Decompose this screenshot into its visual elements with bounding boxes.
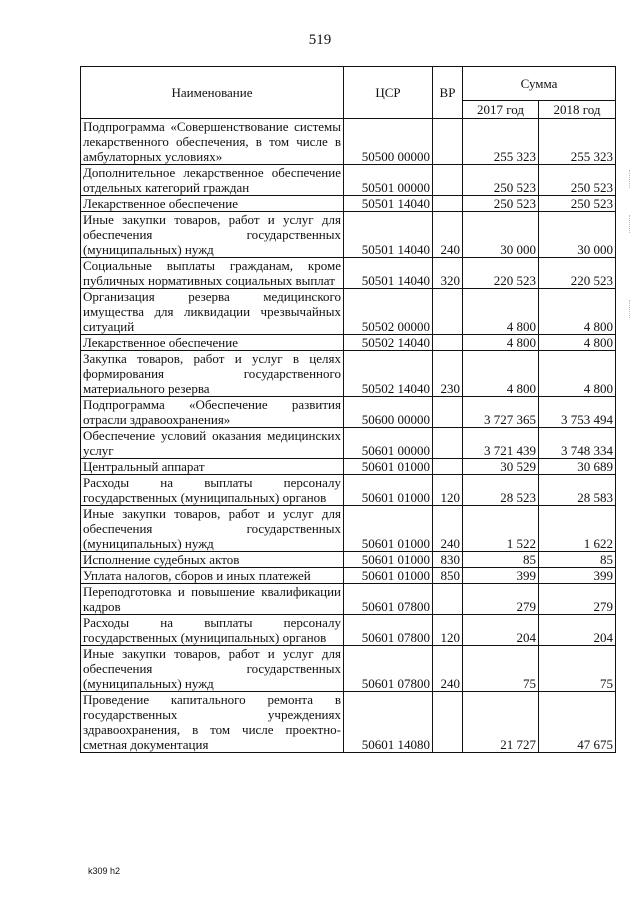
row-name: Социальные выплаты гражданам, кроме публичных нормативных социальных выплат: [81, 258, 344, 289]
row-name: Иные закупки товаров, работ и услуг для обеспечения государственных (муниципальных) нужд: [81, 212, 344, 258]
row-amount-2018: 250 523: [539, 196, 616, 212]
scan-mark: [629, 215, 632, 233]
row-vr: [433, 459, 463, 475]
row-name: Проведение капитального ремонта в государственных учреждениях здравоохранения, в том числе проектно-сметная документация: [81, 692, 344, 753]
row-amount-2018: 255 323: [539, 119, 616, 165]
table-row: [81, 335, 616, 351]
table-row: [81, 258, 616, 289]
row-csr: 50601 01000: [344, 459, 433, 475]
row-csr: 50601 01000: [344, 568, 433, 584]
row-amount-2017: 28 523: [463, 475, 539, 506]
table-row: [81, 475, 616, 506]
row-amount-2018: 4 800: [539, 289, 616, 335]
table-row: [81, 646, 616, 692]
row-vr: [433, 165, 463, 196]
header-year-2017: 2017 год: [463, 101, 539, 119]
row-csr: 50601 07800: [344, 646, 433, 692]
row-amount-2017: 4 800: [463, 335, 539, 351]
row-vr: 240: [433, 646, 463, 692]
header-year-2018: 2018 год: [539, 101, 616, 119]
table-row: [81, 351, 616, 397]
row-amount-2017: 220 523: [463, 258, 539, 289]
table-row: [81, 459, 616, 475]
row-amount-2018: 30 689: [539, 459, 616, 475]
header-vr: ВР: [433, 67, 463, 119]
row-amount-2018: 4 800: [539, 351, 616, 397]
row-name: Переподготовка и повышение квалификации кадров: [81, 584, 344, 615]
table-row: [81, 584, 616, 615]
row-amount-2018: 30 000: [539, 212, 616, 258]
row-csr: 50601 07800: [344, 584, 433, 615]
row-amount-2017: 255 323: [463, 119, 539, 165]
table-row: [81, 568, 616, 584]
row-name: Исполнение судебных актов: [81, 552, 344, 568]
row-vr: [433, 584, 463, 615]
row-amount-2018: 399: [539, 568, 616, 584]
row-name: Закупка товаров, работ и услуг в целях формирования государственного материального резерва: [81, 351, 344, 397]
row-amount-2017: 279: [463, 584, 539, 615]
budget-table: [80, 66, 616, 753]
row-amount-2017: 30 000: [463, 212, 539, 258]
row-csr: 50601 14080: [344, 692, 433, 753]
row-csr: 50601 01000: [344, 506, 433, 552]
row-csr: 50501 00000: [344, 165, 433, 196]
table-row: [81, 692, 616, 753]
row-vr: 230: [433, 351, 463, 397]
row-csr: 50600 00000: [344, 397, 433, 428]
row-name: Дополнительное лекарственное обеспечение отдельных категорий граждан: [81, 165, 344, 196]
table-row: [81, 552, 616, 568]
table-row: [81, 615, 616, 646]
row-vr: 240: [433, 506, 463, 552]
row-amount-2018: 204: [539, 615, 616, 646]
row-vr: [433, 335, 463, 351]
row-name: Подпрограмма «Совершенствование системы лекарственного обеспечения, в том числе в амбулаторных условиях»: [81, 119, 344, 165]
table-body: [81, 119, 616, 753]
header-sum: Сумма: [463, 67, 616, 101]
row-vr: [433, 119, 463, 165]
row-vr: [433, 397, 463, 428]
header-csr: ЦСР: [344, 67, 433, 119]
row-vr: [433, 289, 463, 335]
row-amount-2018: 250 523: [539, 165, 616, 196]
row-amount-2017: 85: [463, 552, 539, 568]
row-csr: 50501 14040: [344, 196, 433, 212]
table-row: [81, 119, 616, 165]
row-name: Расходы на выплаты персоналу государственных (муниципальных) органов: [81, 615, 344, 646]
row-amount-2017: 75: [463, 646, 539, 692]
row-vr: [433, 428, 463, 459]
row-csr: 50601 01000: [344, 475, 433, 506]
table-row: [81, 196, 616, 212]
table-row: [81, 165, 616, 196]
row-csr: 50502 14040: [344, 351, 433, 397]
row-csr: 50601 00000: [344, 428, 433, 459]
page-number: 519: [308, 32, 332, 48]
row-amount-2018: 47 675: [539, 692, 616, 753]
row-name: Организация резерва медицинского имущества для ликвидации чрезвычайных ситуаций: [81, 289, 344, 335]
row-csr: 50500 00000: [344, 119, 433, 165]
row-amount-2018: 28 583: [539, 475, 616, 506]
row-csr: 50501 14040: [344, 212, 433, 258]
table-row: [81, 506, 616, 552]
table-row: [81, 428, 616, 459]
row-amount-2017: 250 523: [463, 165, 539, 196]
row-amount-2018: 4 800: [539, 335, 616, 351]
row-amount-2017: 3 721 439: [463, 428, 539, 459]
row-csr: 50502 00000: [344, 289, 433, 335]
row-vr: 850: [433, 568, 463, 584]
row-amount-2017: 21 727: [463, 692, 539, 753]
row-csr: 50601 07800: [344, 615, 433, 646]
row-name: Центральный аппарат: [81, 459, 344, 475]
row-amount-2017: 204: [463, 615, 539, 646]
table-row: [81, 397, 616, 428]
row-amount-2017: 250 523: [463, 196, 539, 212]
row-name: Иные закупки товаров, работ и услуг для обеспечения государственных (муниципальных) нужд: [81, 646, 344, 692]
row-vr: 830: [433, 552, 463, 568]
row-name: Иные закупки товаров, работ и услуг для обеспечения государственных (муниципальных) нужд: [81, 506, 344, 552]
row-vr: 120: [433, 615, 463, 646]
row-amount-2018: 1 622: [539, 506, 616, 552]
row-amount-2017: 3 727 365: [463, 397, 539, 428]
row-amount-2017: 4 800: [463, 289, 539, 335]
table-row: [81, 289, 616, 335]
header-name: Наименование: [81, 67, 344, 119]
row-amount-2018: 279: [539, 584, 616, 615]
row-amount-2018: 75: [539, 646, 616, 692]
row-amount-2017: 1 522: [463, 506, 539, 552]
table-row: [81, 212, 616, 258]
row-name: Расходы на выплаты персоналу государственных (муниципальных) органов: [81, 475, 344, 506]
row-csr: 50502 14040: [344, 335, 433, 351]
row-amount-2018: 85: [539, 552, 616, 568]
row-name: Обеспечение условий оказания медицинских услуг: [81, 428, 344, 459]
row-amount-2017: 30 529: [463, 459, 539, 475]
row-amount-2018: 220 523: [539, 258, 616, 289]
row-csr: 50501 14040: [344, 258, 433, 289]
row-amount-2017: 399: [463, 568, 539, 584]
row-name: Лекарственное обеспечение: [81, 335, 344, 351]
row-amount-2017: 4 800: [463, 351, 539, 397]
scan-mark: [629, 300, 632, 318]
footer-code: k309 h2: [88, 866, 121, 876]
table-header: [81, 67, 616, 119]
row-csr: 50601 01000: [344, 552, 433, 568]
row-vr: [433, 692, 463, 753]
row-vr: 120: [433, 475, 463, 506]
row-name: Лекарственное обеспечение: [81, 196, 344, 212]
row-vr: [433, 196, 463, 212]
row-amount-2018: 3 748 334: [539, 428, 616, 459]
row-name: Уплата налогов, сборов и иных платежей: [81, 568, 344, 584]
row-name: Подпрограмма «Обеспечение развития отрасли здравоохранения»: [81, 397, 344, 428]
scan-mark: [629, 170, 632, 188]
row-vr: 240: [433, 212, 463, 258]
row-amount-2018: 3 753 494: [539, 397, 616, 428]
row-vr: 320: [433, 258, 463, 289]
